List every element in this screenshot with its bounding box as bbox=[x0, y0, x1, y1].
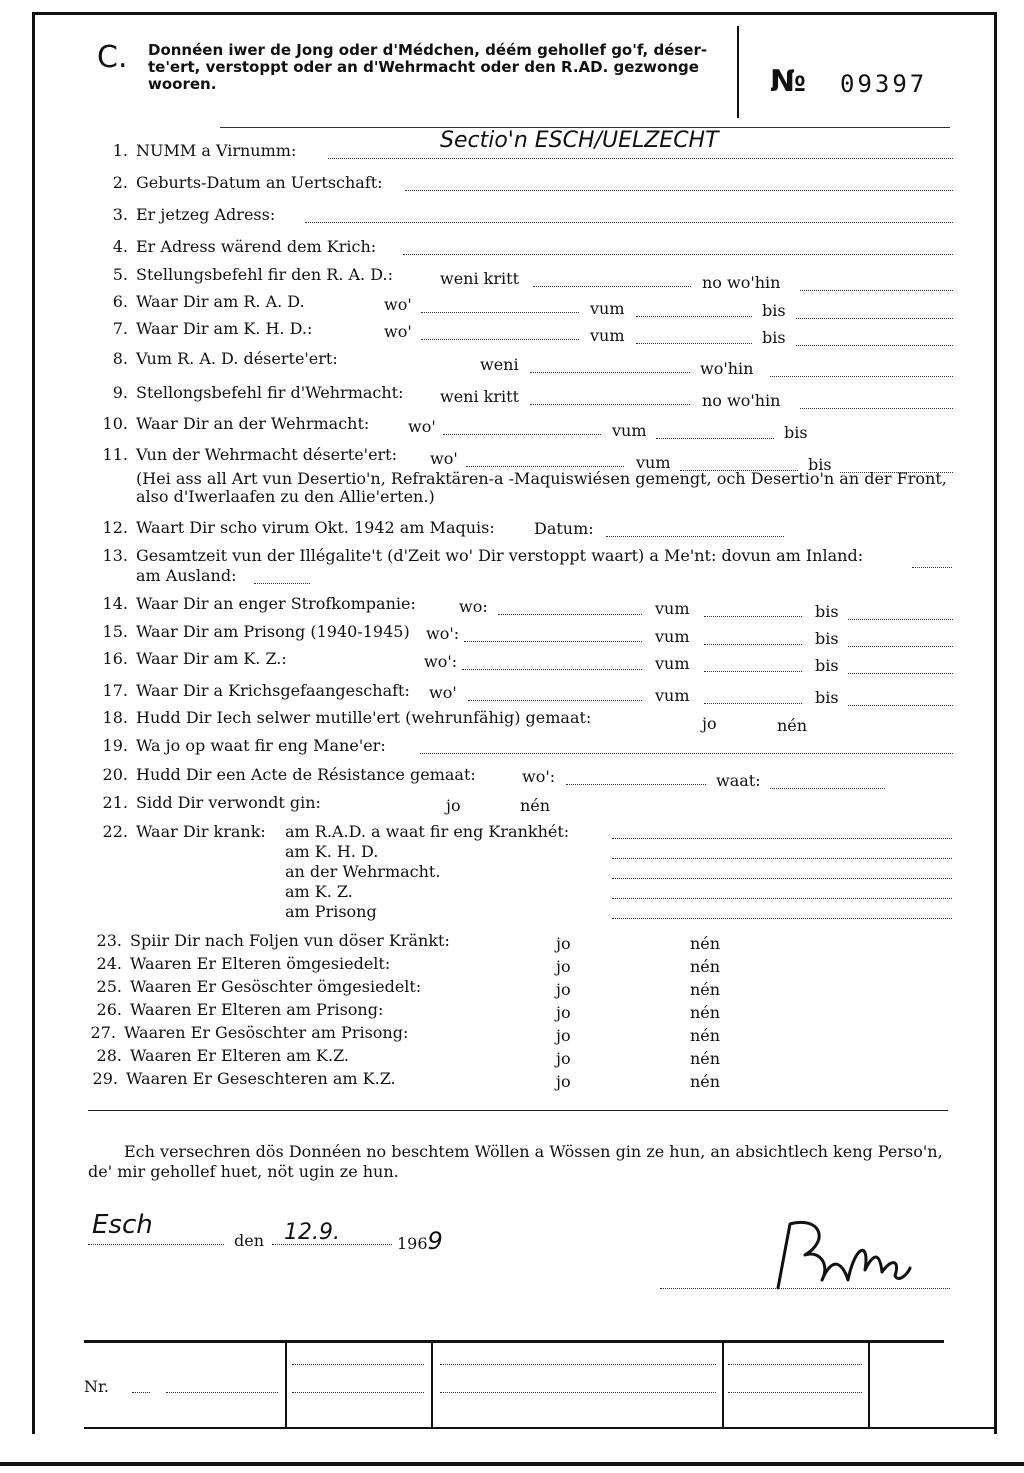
question-3: 3. Er jetzeg Adress: bbox=[112, 205, 276, 224]
q8-where: wo'hin bbox=[700, 359, 754, 378]
q21-no[interactable]: nén bbox=[520, 796, 551, 815]
q16-from: vum bbox=[655, 654, 690, 673]
number-label: № bbox=[770, 64, 807, 99]
question-16: 16. Waar Dir am K. Z.: bbox=[102, 649, 287, 668]
answer-11a[interactable] bbox=[466, 466, 624, 467]
question-29: 29. Waaren Er Geseschteren am K.Z. bbox=[92, 1069, 396, 1088]
q20-what: waat: bbox=[716, 771, 761, 790]
q6-to: bis bbox=[762, 301, 786, 320]
answer-15a[interactable] bbox=[464, 641, 642, 642]
question-8: 8. Vum R. A. D. déserte'ert: bbox=[112, 349, 338, 368]
year-field: 1969 bbox=[397, 1227, 443, 1255]
answer-22c[interactable] bbox=[612, 878, 952, 879]
q29-yes[interactable]: jo bbox=[556, 1072, 571, 1091]
answer-line-2[interactable] bbox=[405, 190, 953, 191]
q14-from: vum bbox=[655, 599, 690, 618]
signature bbox=[760, 1210, 920, 1300]
q9-when: weni kritt bbox=[440, 387, 519, 406]
q10-from: vum bbox=[612, 421, 647, 440]
answer-12[interactable] bbox=[606, 536, 784, 537]
q22-prisong: am Prisong bbox=[285, 902, 377, 921]
question-11-note: (Hei ass all Art vun Desertio'n, Refraktären-a -Maquiswiésen gemengt, och Desertio'n an der Front, also d'Iwerlaafen zu den Allie'erten.) bbox=[136, 469, 947, 506]
answer-15c[interactable] bbox=[848, 646, 953, 647]
answer-20b[interactable] bbox=[770, 788, 885, 789]
q10-where: wo' bbox=[408, 417, 436, 436]
q22-wehrmacht: an der Wehrmacht. bbox=[285, 862, 441, 881]
q18-yes[interactable]: jo bbox=[702, 714, 717, 733]
date-line[interactable] bbox=[272, 1244, 392, 1245]
answer-19[interactable] bbox=[420, 753, 953, 754]
table-cell-4a[interactable] bbox=[728, 1364, 862, 1365]
question-6: 6. Waar Dir am R. A. D. bbox=[112, 292, 305, 311]
answer-8b[interactable] bbox=[770, 376, 953, 377]
q26-no[interactable]: nén bbox=[690, 1003, 721, 1022]
q20-where: wo': bbox=[522, 767, 556, 786]
q23-no[interactable]: nén bbox=[690, 934, 721, 953]
q16-to: bis bbox=[815, 656, 839, 675]
handwritten-year-digit: 9 bbox=[427, 1227, 443, 1255]
q29-no[interactable]: nén bbox=[690, 1072, 721, 1091]
q26-yes[interactable]: jo bbox=[556, 1003, 571, 1022]
form-number: 09397 bbox=[840, 70, 928, 98]
q5-where: no wo'hin bbox=[702, 273, 781, 292]
question-19: 19. Wa jo op waat fir eng Mane'er: bbox=[102, 736, 386, 755]
table-col-divider bbox=[722, 1342, 724, 1429]
handwritten-place: Esch bbox=[92, 1210, 153, 1240]
q21-yes[interactable]: jo bbox=[446, 796, 461, 815]
q17-to: bis bbox=[815, 688, 839, 707]
answer-22a[interactable] bbox=[612, 838, 952, 839]
q25-yes[interactable]: jo bbox=[556, 980, 571, 999]
handwritten-date: 12.9. bbox=[284, 1220, 340, 1245]
question-11: 11. Vun der Wehrmacht déserte'ert: bbox=[102, 445, 397, 464]
question-12: 12. Waart Dir scho virum Okt. 1942 am Maquis: bbox=[102, 518, 495, 537]
q22-khd: am K. H. D. bbox=[285, 842, 379, 861]
form-border-top bbox=[32, 12, 997, 15]
q7-where: wo' bbox=[384, 322, 412, 341]
q6-where: wo' bbox=[384, 295, 412, 314]
q18-no[interactable]: nén bbox=[777, 716, 808, 735]
form-border-right bbox=[994, 12, 997, 1434]
table-cell-3a[interactable] bbox=[440, 1364, 716, 1365]
answer-22e[interactable] bbox=[612, 918, 952, 919]
nr-field-b[interactable] bbox=[166, 1392, 278, 1393]
table-top-rule bbox=[84, 1340, 944, 1343]
answer-5a[interactable] bbox=[533, 286, 691, 287]
q27-no[interactable]: nén bbox=[690, 1026, 721, 1045]
question-21: 21. Sidd Dir verwondt gin: bbox=[102, 793, 321, 812]
answer-16c[interactable] bbox=[848, 673, 953, 674]
page-bottom-edge bbox=[0, 1462, 1024, 1466]
q22-rad: am R.A.D. a waat fir eng Krankhét: bbox=[285, 822, 570, 841]
answer-10b[interactable] bbox=[656, 438, 774, 439]
table-col-divider bbox=[868, 1342, 870, 1429]
answer-6c[interactable] bbox=[796, 318, 953, 319]
answer-16b[interactable] bbox=[704, 671, 802, 672]
answer-6a[interactable] bbox=[421, 312, 579, 313]
signature-line[interactable] bbox=[660, 1288, 950, 1289]
answer-13a[interactable] bbox=[912, 567, 952, 568]
question-5: 5. Stellungsbefehl fir den R. A. D.: bbox=[112, 265, 393, 284]
answer-6b[interactable] bbox=[636, 316, 752, 317]
answer-17a[interactable] bbox=[468, 700, 642, 701]
section-divider bbox=[88, 1110, 948, 1111]
question-23: 23. Spiir Dir nach Foljen vun döser Kränkt: bbox=[96, 931, 450, 950]
q5-when: weni kritt bbox=[440, 269, 519, 288]
answer-13b[interactable] bbox=[254, 583, 310, 584]
table-col-divider bbox=[431, 1342, 433, 1429]
question-20: 20. Hudd Dir een Acte de Résistance gemaat: bbox=[102, 765, 476, 784]
nr-field-a[interactable] bbox=[132, 1392, 150, 1393]
answer-14b[interactable] bbox=[704, 616, 802, 617]
table-cell-2a[interactable] bbox=[292, 1364, 424, 1365]
q13-abroad: am Ausland: bbox=[136, 566, 237, 585]
answer-5b[interactable] bbox=[800, 290, 953, 291]
question-25: 25. Waaren Er Gesöschter ömgesiedelt: bbox=[96, 977, 422, 996]
q17-from: vum bbox=[655, 686, 690, 705]
q8-when: weni bbox=[480, 355, 519, 374]
question-9: 9. Stellongsbefehl fir d'Wehrmacht: bbox=[112, 383, 404, 402]
q28-no[interactable]: nén bbox=[690, 1049, 721, 1068]
question-27: 27. Waaren Er Gesöschter am Prisong: bbox=[90, 1023, 409, 1042]
answer-20a[interactable] bbox=[566, 784, 706, 785]
question-22: 22. Waar Dir krank: bbox=[102, 822, 266, 841]
question-18: 18. Hudd Dir Iech selwer mutille'ert (wehrunfähig) gemaat: bbox=[102, 708, 592, 727]
question-2: 2. Geburts-Datum an Uertschaft: bbox=[112, 173, 383, 192]
answer-17c[interactable] bbox=[848, 705, 953, 706]
question-10: 10. Waar Dir an der Wehrmacht: bbox=[102, 414, 370, 433]
form-border-left bbox=[32, 12, 35, 1434]
q16-where: wo': bbox=[424, 652, 458, 671]
answer-7c[interactable] bbox=[796, 345, 953, 346]
table-cell-3b[interactable] bbox=[440, 1392, 716, 1393]
answer-line-3[interactable] bbox=[305, 222, 953, 223]
q11-where: wo' bbox=[430, 449, 458, 468]
answer-14a[interactable] bbox=[498, 614, 642, 615]
q15-from: vum bbox=[655, 627, 690, 646]
q6-from: vum bbox=[590, 299, 625, 318]
q14-where: wo: bbox=[459, 597, 488, 616]
q27-yes[interactable]: jo bbox=[556, 1026, 571, 1045]
table-cell-4b[interactable] bbox=[728, 1392, 862, 1393]
answer-9a[interactable] bbox=[530, 404, 690, 405]
q9-where: no wo'hin bbox=[702, 391, 781, 410]
q23-yes[interactable]: jo bbox=[556, 934, 571, 953]
q15-to: bis bbox=[815, 629, 839, 648]
table-cell-2b[interactable] bbox=[292, 1392, 424, 1393]
answer-8a[interactable] bbox=[530, 372, 690, 373]
q25-no[interactable]: nén bbox=[690, 980, 721, 999]
q15-where: wo': bbox=[426, 624, 460, 643]
place-line[interactable] bbox=[88, 1244, 224, 1245]
q24-yes[interactable]: jo bbox=[556, 957, 571, 976]
q7-from: vum bbox=[590, 326, 625, 345]
section-letter: C. bbox=[97, 40, 128, 75]
den-label: den bbox=[234, 1231, 265, 1250]
question-14: 14. Waar Dir an enger Strofkompanie: bbox=[102, 594, 416, 613]
table-bottom-rule bbox=[84, 1427, 994, 1429]
answer-17b[interactable] bbox=[704, 703, 802, 704]
q11-to: bis bbox=[808, 455, 832, 474]
section-heading: Donnéen iwer de Jong oder d'Médchen, déém gehollef go'f, déser-te'ert, verstoppt oder an d'Wehrmacht oder den R.AD. gezwonge wooren. bbox=[148, 41, 708, 93]
question-4: 4. Er Adress wärend dem Krich: bbox=[112, 237, 377, 256]
question-24: 24. Waaren Er Elteren ömgesiedelt: bbox=[96, 954, 391, 973]
answer-15b[interactable] bbox=[704, 644, 802, 645]
answer-line-1[interactable] bbox=[328, 158, 953, 159]
nr-label: Nr. bbox=[84, 1377, 109, 1396]
answer-22b[interactable] bbox=[612, 858, 952, 859]
answer-16a[interactable] bbox=[462, 669, 642, 670]
question-26: 26. Waaren Er Elteren am Prisong: bbox=[96, 1000, 384, 1019]
answer-7b[interactable] bbox=[636, 343, 752, 344]
q11-from: vum bbox=[636, 453, 671, 472]
q22-kz: am K. Z. bbox=[285, 882, 353, 901]
q24-no[interactable]: nén bbox=[690, 957, 721, 976]
answer-10a[interactable] bbox=[443, 434, 601, 435]
q10-to: bis bbox=[784, 423, 808, 442]
header-divider bbox=[737, 26, 739, 118]
q12-date: Datum: bbox=[534, 519, 594, 538]
handwritten-name: Sectio'n ESCH/UELZECHT bbox=[440, 128, 719, 153]
answer-line-4[interactable] bbox=[403, 254, 953, 255]
q28-yes[interactable]: jo bbox=[556, 1049, 571, 1068]
answer-7a[interactable] bbox=[421, 339, 579, 340]
answer-14c[interactable] bbox=[848, 619, 953, 620]
question-1: 1. NUMM a Virnumm: bbox=[112, 141, 297, 160]
declaration-text: Ech versechren dös Donnéen no beschtem Wöllen a Wössen gin ze hun, an absichtlech keng Perso'n, de' mir gehollef huet, nöt ugin ze hun. bbox=[88, 1142, 943, 1181]
q7-to: bis bbox=[762, 328, 786, 347]
question-15: 15. Waar Dir am Prisong (1940-1945) bbox=[102, 622, 410, 641]
question-17: 17. Waar Dir a Krichsgefaangeschaft: bbox=[102, 681, 410, 700]
question-13: 13. Gesamtzeit vun der Illégalite't (d'Zeit wo' Dir verstoppt waart) a Me'nt: dovun am Inland: bbox=[102, 546, 864, 565]
table-col-divider bbox=[285, 1342, 287, 1429]
answer-22d[interactable] bbox=[612, 898, 952, 899]
answer-9b[interactable] bbox=[800, 408, 953, 409]
q14-to: bis bbox=[815, 602, 839, 621]
question-28: 28. Waaren Er Elteren am K.Z. bbox=[96, 1046, 350, 1065]
question-7: 7. Waar Dir am K. H. D.: bbox=[112, 319, 313, 338]
q17-where: wo' bbox=[429, 683, 457, 702]
